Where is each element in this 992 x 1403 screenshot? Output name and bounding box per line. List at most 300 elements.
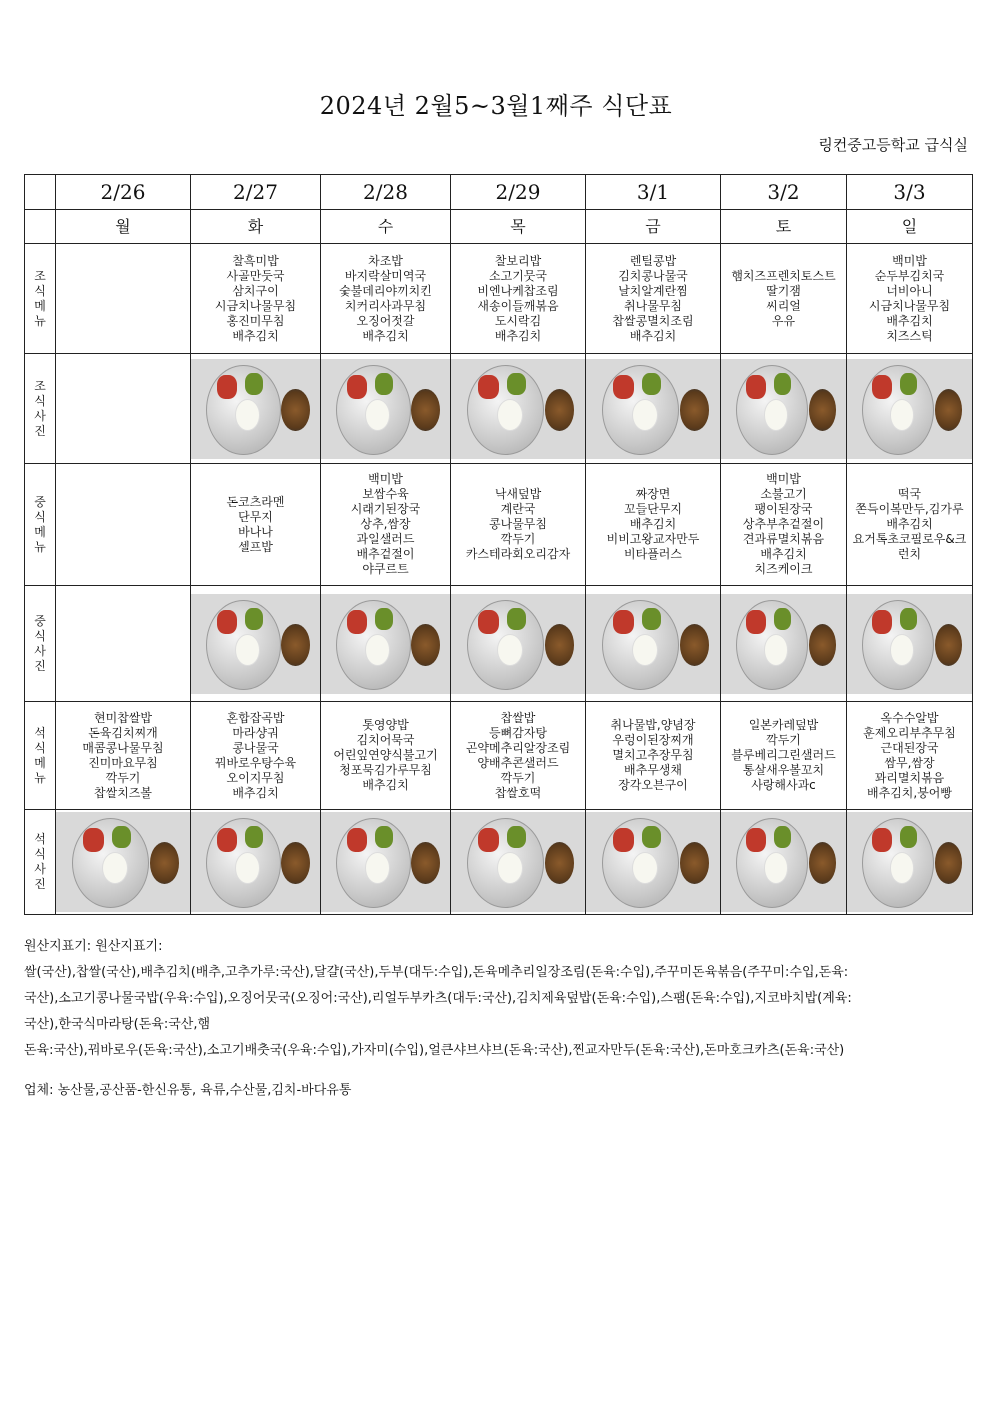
menu-item: 꽈리멸치볶음 (874, 770, 945, 785)
menu-item: 백미밥 (368, 472, 403, 486)
menu-item: 콩나물국 (232, 740, 279, 755)
photo-side1 (478, 828, 499, 852)
date-header: 3/2 (721, 175, 847, 210)
weekday-header: 목 (451, 210, 586, 244)
photo-side2 (507, 608, 526, 630)
lunch-photo-cell (56, 586, 191, 702)
menu-item: 날치알계란찜 (618, 283, 688, 298)
menu-item: 깍두기 (766, 733, 801, 747)
menu-item: 사랑해사과c (751, 778, 816, 792)
weekday-header: 토 (721, 210, 847, 244)
breakfast-photo-row (25, 354, 973, 464)
photo-side2 (375, 373, 393, 395)
menu-item: 취나물밥,양념장 (610, 718, 696, 732)
menu-item: 장각오븐구이 (618, 778, 688, 792)
photo-bowl (680, 624, 709, 666)
weekday-header: 화 (191, 210, 321, 244)
menu-item: 찹쌀밥 (500, 710, 536, 725)
menu-item: 깍두기 (105, 770, 141, 785)
meal-photo (721, 359, 846, 459)
menu-item: 시금치나물무침 (214, 298, 297, 313)
menu-item: 소고기뭇국 (489, 268, 547, 283)
lunch-menu-cell (56, 464, 191, 586)
menu-item: 배추김치 (886, 517, 933, 531)
meal-photo (847, 359, 972, 459)
breakfast-menu-cell (586, 244, 721, 354)
photo-bowl (281, 624, 309, 666)
photo-side1 (872, 375, 892, 399)
menu-item: 계란국 (500, 502, 536, 516)
row-label-char: 식 (34, 847, 46, 861)
dinner-menu-row (25, 702, 973, 810)
photo-side1 (746, 610, 766, 634)
dinner-menu-cell (847, 702, 973, 810)
date-header: 3/1 (586, 175, 721, 210)
photo-bowl (411, 842, 439, 884)
row-label (25, 244, 56, 354)
menu-item: 치즈케이크 (754, 562, 813, 576)
breakfast-photo-cell (586, 354, 721, 464)
menu-item: 찹쌀치즈볼 (94, 785, 152, 800)
dinner-menu-cell (721, 702, 847, 810)
menu-item: 도시락김 (494, 313, 542, 328)
lunch-photo-cell (586, 586, 721, 702)
menu-item: 진미마요무침 (88, 755, 158, 770)
menu-item: 김치콩나물국 (618, 268, 688, 283)
row-label-char: 뉴 (34, 313, 46, 328)
meal-photo (451, 359, 585, 459)
origin-line: 국산),한국식마라탕(돈육:국산,햄 (24, 1017, 211, 1032)
row-label (25, 702, 56, 810)
breakfast-menu-row (25, 244, 973, 354)
breakfast-menu-cell (321, 244, 451, 354)
breakfast-photo-cell (847, 354, 973, 464)
breakfast-menu-cell (56, 244, 191, 354)
lunch-menu-cell (721, 464, 847, 586)
menu-item: 소불고기 (760, 487, 807, 501)
photo-bowl (150, 842, 179, 884)
weekday-header: 월 (56, 210, 191, 244)
photo-side1 (217, 610, 238, 634)
photo-side1 (217, 828, 238, 852)
photo-rice (632, 634, 658, 666)
date-header: 2/26 (56, 175, 191, 210)
meal-photo (586, 359, 720, 459)
photo-side2 (774, 826, 792, 848)
photo-side1 (613, 375, 634, 399)
photo-side1 (478, 610, 499, 634)
dinner-photo-cell (721, 810, 847, 915)
origin-line: 국산),소고기콩나물국밥(우육:수입),오징어뭇국(오징어:국산),리얼두부카츠(대두:국산),김치제육덮밥(돈육:수입),스팸(돈육:수입),지코바치밥(계육: (24, 991, 852, 1006)
dinner-photo-cell (451, 810, 586, 915)
row-label-char: 사 (34, 408, 46, 423)
dinner-photo-cell (191, 810, 321, 915)
menu-item: 너비아니 (886, 283, 933, 298)
breakfast-menu-cell (451, 244, 586, 354)
photo-rice (890, 852, 915, 884)
date-header: 2/28 (321, 175, 451, 210)
origin-notes (24, 934, 972, 1064)
menu-item: 찰보리밥 (494, 253, 542, 268)
dinner-photo-cell (321, 810, 451, 915)
photo-rice (497, 399, 523, 431)
photo-rice (764, 399, 789, 431)
photo-rice (890, 399, 915, 431)
menu-item: 쫀득이복만두,김가루 (855, 502, 964, 516)
menu-item: 우유 (771, 313, 796, 328)
dinner-photo-cell (847, 810, 973, 915)
menu-item: 찰흑미밥 (232, 253, 279, 268)
photo-rice (102, 852, 128, 884)
photo-rice (890, 634, 915, 666)
photo-side2 (507, 826, 526, 848)
photo-side2 (642, 826, 661, 848)
menu-item: 낙새덮밥 (494, 487, 542, 501)
menu-item: 상추,쌈장 (360, 517, 411, 531)
menu-item: 돈코츠라멘 (226, 494, 285, 509)
lunch-menu-cell (847, 464, 973, 586)
menu-item: 상추부추겉절이 (742, 517, 825, 531)
photo-bowl (935, 842, 963, 884)
row-label-char: 사 (34, 643, 46, 658)
row-label-char: 식 (34, 283, 46, 298)
menu-item: 배추무생채 (624, 763, 682, 777)
dinner-menu-cell (586, 702, 721, 810)
meal-photo (191, 359, 320, 459)
photo-rice (764, 634, 789, 666)
menu-item: 콩나물무침 (489, 517, 547, 531)
menu-item: 바지락살미역국 (344, 268, 427, 283)
row-label (25, 586, 56, 702)
meal-photo (721, 594, 846, 694)
menu-item: 우렁이된장찌개 (612, 733, 694, 747)
menu-item: 배추김치 (362, 778, 409, 792)
menu-item: 배추김치 (629, 517, 677, 531)
photo-rice (632, 852, 658, 884)
menu-item: 견과류멸치볶음 (742, 532, 825, 546)
menu-item: 배추김치 (494, 328, 542, 343)
meal-photo (321, 812, 450, 912)
date-header: 2/29 (451, 175, 586, 210)
photo-rice (497, 634, 523, 666)
dinner-menu-cell (321, 702, 451, 810)
menu-item: 곤약메추리알장조림 (465, 740, 571, 755)
row-label-char: 조 (34, 268, 46, 283)
menu-item: 멸치고추장무침 (612, 748, 694, 762)
vendor-info: 업체: 농산물,공산품-한신유통, 육류,수산물,김치-바다유통 (24, 1083, 352, 1098)
menu-item: 홍진미무침 (226, 313, 285, 328)
weekday-row (25, 210, 973, 244)
weekday-header: 일 (847, 210, 973, 244)
photo-rice (235, 634, 260, 666)
lunch-photo-cell (847, 586, 973, 702)
photo-side2 (245, 373, 263, 395)
photo-side1 (478, 375, 499, 399)
menu-item: 배추김치 (232, 785, 279, 800)
origin-heading: 원산지표기: 원산지표기: (24, 939, 163, 954)
menu-item: 훈제오리부추무침 (863, 725, 956, 740)
menu-item: 배추김치 (362, 328, 409, 343)
corner-cell (25, 210, 56, 244)
photo-rice (632, 399, 658, 431)
photo-rice (235, 852, 260, 884)
menu-item: 렌틸콩밥 (629, 253, 677, 268)
menu-item: 일본카레덮밥 (748, 718, 819, 732)
menu-item: 햄치즈프렌치토스트 (731, 268, 836, 283)
row-label-char: 식 (34, 393, 46, 408)
row-label-char: 메 (34, 524, 46, 539)
menu-item: 근대된장국 (880, 740, 939, 755)
menu-item: 시금치나물무침 (868, 298, 951, 313)
dinner-photo-cell (56, 810, 191, 915)
photo-bowl (680, 389, 709, 431)
lunch-menu-cell (321, 464, 451, 586)
menu-item: 딸기잼 (766, 283, 801, 298)
lunch-menu-cell (451, 464, 586, 586)
lunch-menu-cell (586, 464, 721, 586)
menu-item: 배추김치,붕어빵 (867, 785, 952, 800)
menu-item: 바나나 (238, 524, 273, 539)
row-label-char: 진 (34, 658, 46, 673)
photo-side1 (83, 828, 104, 852)
photo-bowl (935, 389, 963, 431)
breakfast-photo-cell (721, 354, 847, 464)
photo-bowl (281, 842, 309, 884)
menu-item: 어린잎연양식불고기 (333, 748, 438, 762)
menu-item: 보쌈수육 (362, 487, 409, 501)
photo-side2 (774, 608, 792, 630)
menu-item: 팽이된장국 (754, 502, 813, 516)
photo-bowl (411, 389, 439, 431)
menu-item: 통살새우볼꼬치 (742, 763, 825, 777)
menu-item: 찹쌀콩멸치조림 (612, 313, 694, 328)
photo-bowl (935, 624, 963, 666)
photo-side1 (347, 375, 368, 399)
date-row (25, 175, 973, 210)
photo-side2 (642, 608, 661, 630)
row-label-char: 진 (34, 423, 46, 438)
menu-item: 배추김치 (886, 313, 933, 328)
row-label (25, 464, 56, 586)
lunch-photo-cell (451, 586, 586, 702)
photo-rice (365, 634, 390, 666)
menu-item: 깍두기 (500, 770, 536, 785)
menu-item: 꿔바로우탕수육 (214, 755, 297, 770)
meal-photo (451, 594, 585, 694)
breakfast-menu-cell (721, 244, 847, 354)
menu-item: 청포묵김가루무침 (339, 763, 432, 777)
photo-bowl (809, 842, 837, 884)
meal-photo (191, 812, 320, 912)
lunch-photo-cell (721, 586, 847, 702)
photo-side2 (900, 608, 918, 630)
breakfast-menu-cell (191, 244, 321, 354)
photo-side2 (642, 373, 661, 395)
row-label-char: 식 (34, 628, 46, 643)
weekly-menu-table (24, 174, 973, 915)
photo-side1 (613, 828, 634, 852)
menu-item: 비비고왕교자만두 (606, 532, 700, 546)
photo-bowl (411, 624, 439, 666)
menu-item: 과일샐러드 (356, 532, 415, 546)
date-header: 2/27 (191, 175, 321, 210)
menu-item: 톳영양밥 (362, 718, 409, 732)
row-label-char: 석 (34, 832, 46, 846)
menu-item: 비타플러스 (624, 547, 682, 561)
meal-photo (586, 812, 720, 912)
lunch-menu-row (25, 464, 973, 586)
menu-item: 양배추콘샐러드 (477, 755, 559, 770)
weekday-header: 수 (321, 210, 451, 244)
lunch-photo-cell (191, 586, 321, 702)
lunch-menu-cell (191, 464, 321, 586)
breakfast-photo-cell (191, 354, 321, 464)
weekday-header: 금 (586, 210, 721, 244)
menu-item: 요거톡초코필로우&크런치 (852, 532, 967, 561)
breakfast-photo-cell (451, 354, 586, 464)
menu-item: 새송이들깨볶음 (477, 298, 559, 313)
photo-bowl (809, 389, 837, 431)
photo-side2 (245, 608, 263, 630)
row-label-char: 식 (34, 740, 46, 755)
meal-photo (847, 812, 972, 912)
photo-side1 (746, 828, 766, 852)
menu-item: 오이지무침 (226, 770, 285, 785)
menu-item: 시래기된장국 (350, 502, 421, 516)
menu-item: 셀프밥 (238, 539, 273, 554)
photo-bowl (281, 389, 309, 431)
breakfast-menu-cell (847, 244, 973, 354)
photo-side2 (375, 608, 393, 630)
row-label-char: 진 (34, 877, 46, 891)
photo-rice (365, 852, 390, 884)
photo-side1 (872, 610, 892, 634)
corner-cell (25, 175, 56, 210)
photo-side1 (872, 828, 892, 852)
row-label-char: 메 (34, 755, 46, 770)
photo-side1 (347, 610, 368, 634)
row-label-char: 뉴 (34, 770, 46, 785)
photo-rice (235, 399, 260, 431)
photo-side1 (347, 828, 368, 852)
photo-side2 (375, 826, 393, 848)
menu-item: 야쿠르트 (362, 562, 409, 576)
menu-item: 취나물무침 (624, 298, 682, 313)
meal-photo (847, 594, 972, 694)
photo-bowl (809, 624, 837, 666)
photo-bowl (680, 842, 709, 884)
lunch-photo-row (25, 586, 973, 702)
menu-item: 숯불데리야끼치킨 (339, 283, 432, 298)
menu-item: 사골만둣국 (226, 268, 285, 283)
menu-item: 현미찹쌀밥 (94, 710, 152, 725)
photo-side1 (217, 375, 238, 399)
row-label-char: 조 (34, 378, 46, 393)
menu-item: 차조밥 (368, 253, 403, 268)
dinner-menu-cell (56, 702, 191, 810)
row-label-char: 중 (34, 613, 46, 628)
menu-item: 배추김치 (629, 328, 677, 343)
breakfast-photo-cell (321, 354, 451, 464)
photo-side2 (112, 826, 131, 848)
menu-item: 떡국 (897, 487, 922, 501)
photo-side2 (900, 373, 918, 395)
school-name: 링컨중고등학교 급식실 (818, 136, 968, 154)
menu-item: 오징어젓갈 (356, 313, 415, 328)
row-label (25, 354, 56, 464)
menu-item: 배추김치 (232, 328, 279, 343)
origin-line: 쌀(국산),찹쌀(국산),배추김치(배추,고추가루:국산),달걀(국산),두부(대두:수입),돈육메추리일장조림(돈육:수입),주꾸미돈육볶음(주꾸미:수입,돈육: (24, 965, 849, 980)
menu-item: 단무지 (238, 509, 273, 524)
menu-item: 마라샹궈 (232, 725, 279, 740)
photo-bowl (545, 389, 574, 431)
menu-item: 삼치구이 (232, 283, 279, 298)
page-title: 2024년 2월5~3월1째주 식단표 (319, 92, 673, 120)
photo-rice (497, 852, 523, 884)
menu-item: 쌈무,쌈장 (884, 755, 935, 770)
origin-line: 돈육:국산),꿔바로우(돈육:국산),소고기배춧국(우육:수입),가자미(수입),얼큰샤브샤브(돈육:국산),찐교자만두(돈육:국산),돈마호크카츠(돈육:국산) (24, 1043, 845, 1058)
meal-photo (56, 812, 190, 912)
menu-item: 옥수수알밥 (880, 710, 939, 725)
dinner-photo-cell (586, 810, 721, 915)
meal-photo (721, 812, 846, 912)
date-header: 3/3 (847, 175, 973, 210)
menu-item: 등뼈감자탕 (489, 725, 547, 740)
menu-item: 배추김치 (760, 547, 807, 561)
menu-item: 치즈스틱 (886, 328, 933, 343)
row-label-char: 뉴 (34, 539, 46, 554)
photo-bowl (545, 842, 574, 884)
menu-item: 찹쌀호떡 (494, 785, 542, 800)
breakfast-photo-cell (56, 354, 191, 464)
row-label (25, 810, 56, 915)
row-label-char: 사 (34, 862, 46, 876)
dinner-menu-cell (191, 702, 321, 810)
menu-item: 비엔나케찹조림 (477, 283, 559, 298)
meal-photo (191, 594, 320, 694)
lunch-photo-cell (321, 586, 451, 702)
meal-photo (451, 812, 585, 912)
menu-item: 백미밥 (766, 472, 801, 486)
menu-item: 꼬들단무지 (624, 502, 682, 516)
photo-bowl (545, 624, 574, 666)
menu-item: 배추겉절이 (356, 547, 415, 561)
photo-rice (365, 399, 390, 431)
menu-item: 카스테라회오리감자 (465, 547, 571, 561)
meal-photo (321, 594, 450, 694)
row-label-char: 중 (34, 494, 46, 509)
meal-photo (586, 594, 720, 694)
photo-side2 (507, 373, 526, 395)
menu-item: 짜장면 (635, 487, 671, 501)
dinner-menu-cell (451, 702, 586, 810)
menu-item: 순두부김치국 (874, 268, 945, 283)
menu-item: 치커리사과무침 (344, 298, 427, 313)
menu-item: 매콤콩나물무침 (82, 740, 164, 755)
menu-item: 김치어묵국 (356, 733, 415, 747)
row-label-char: 석 (34, 725, 46, 740)
dinner-photo-row (25, 810, 973, 915)
row-label-char: 식 (34, 509, 46, 524)
menu-item: 블루베리그린샐러드 (731, 748, 836, 762)
menu-item: 깍두기 (500, 532, 536, 546)
photo-side2 (900, 826, 918, 848)
meal-photo (321, 359, 450, 459)
photo-side2 (245, 826, 263, 848)
row-label-char: 메 (34, 298, 46, 313)
menu-item: 씨리얼 (766, 298, 801, 313)
photo-side1 (613, 610, 634, 634)
